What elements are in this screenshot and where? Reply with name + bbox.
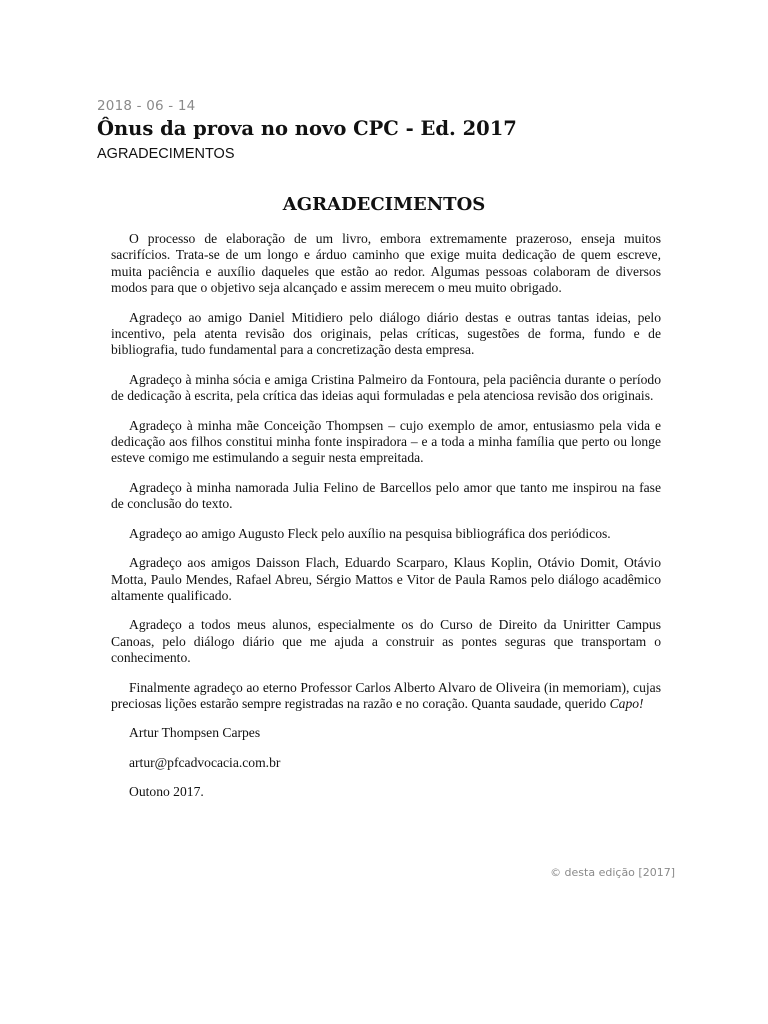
book-title: Ônus da prova no novo CPC - Ed. 2017 [97,117,517,140]
page-heading: AGRADECIMENTOS [282,194,486,215]
paragraph-final-emphasis: Capo! [609,695,644,711]
paragraph-final-text: Finalmente agradeço ao eterno Professor Carlos Alberto Alvaro de Oliveira (in memoriam), cujas preciosas lições estarão sempre registradas na razão e no coração. Quanta saudade, querido [111,679,661,711]
signature-date: Outono 2017. [129,784,204,800]
paragraph-cristina: Agradeço à minha sócia e amiga Cristina Palmeiro da Fontoura, pela paciência durante o período de dedicação à escrita, pela crítica das ideias aqui formuladas e pela atenciosa revisão dos originais. [111,371,661,404]
signature-name: Artur Thompsen Carpes [129,725,261,741]
paragraph-intro: O processo de elaboração de um livro, embora extremamente prazeroso, enseja muitos sacrifícios. Trata-se de um longo e árduo caminho que exige muita dedicação de quem escreve, muita paciência e auxílio daqueles que estão ao redor. Algumas pessoas colaboram de diversos modos para que o objetivo seja alcançado e assim merecem o meu muito obrigado. [111,231,661,296]
paragraph-daniel: Agradeço ao amigo Daniel Mitidiero pelo diálogo diário destas e outras tantas ideias, pelo incentivo, pela atenta revisão dos originais, pelas críticas, sugestões de forma, fundo e de bibliografia, tudo fundamental para a concretização desta empresa. [111,309,661,358]
paragraph-augusto: Agradeço ao amigo Augusto Fleck pelo auxílio na pesquisa bibliográfica dos periódicos. [129,525,611,541]
paragraph-mother: Agradeço à minha mãe Conceição Thompsen – cujo exemplo de amor, entusiasmo pela vida e dedicação aos filhos constitui minha fonte inspiradora – e a toda a minha família que perto ou longe esteve comigo me estimulando a seguir nesta empreitada. [111,417,661,466]
publication-date: 2018 - 06 - 14 [97,98,196,114]
document-header [97,98,677,163]
paragraph-students: Agradeço a todos meus alunos, especialmente os do Curso de Direito da Uniritter Campus Canoas, pelo diálogo diário que me ajuda a construir as pontes seguras que transportam o conhecimento. [111,617,661,666]
copyright-notice: © desta edição [2017] [550,866,675,879]
signature-email: artur@pfcadvocacia.com.br [129,754,281,770]
paragraph-final [111,680,661,713]
acknowledgements-body [111,231,661,814]
paragraph-julia: Agradeço à minha namorada Julia Felino de Barcellos pelo amor que tanto me inspirou na fase de conclusão do texto. [111,479,661,512]
section-label: AGRADECIMENTOS [97,146,235,162]
paragraph-friends: Agradeço aos amigos Daisson Flach, Eduardo Scarparo, Klaus Koplin, Otávio Domit, Otávio Motta, Paulo Mendes, Rafael Abreu, Sérgio Mattos e Vitor de Paula Ramos pelo diálogo acadêmico altamente qualificado. [111,555,661,603]
